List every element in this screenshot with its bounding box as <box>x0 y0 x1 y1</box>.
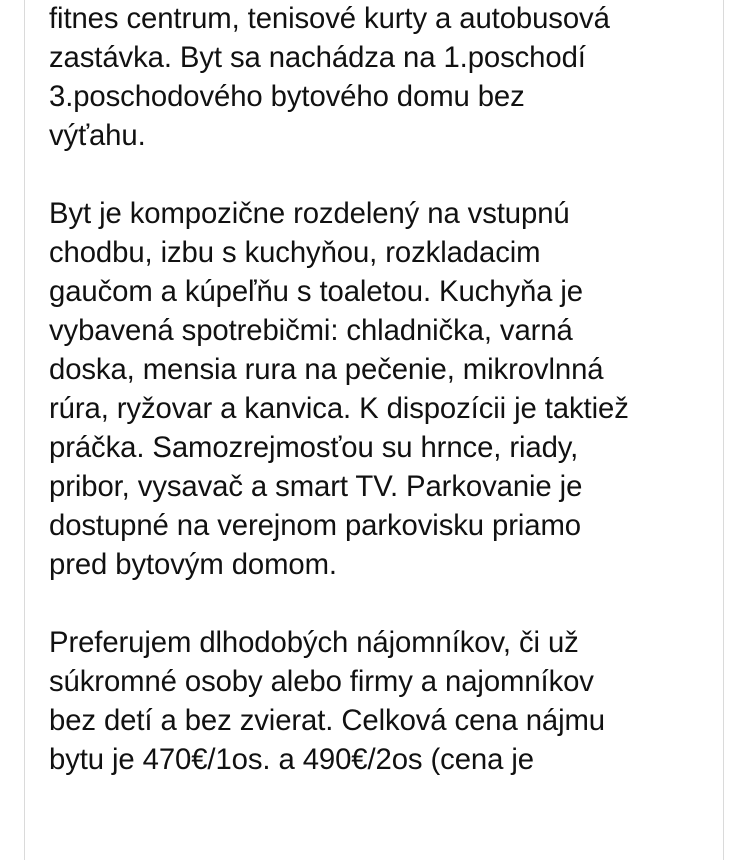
text-line: 3.poschodového bytového domu bez <box>49 80 525 113</box>
paragraph-gap <box>49 155 719 194</box>
text-line: práčka. Samozrejmosťou su hrnce, riady, <box>49 431 579 464</box>
text-line: bez detí a bez zvierat. Celková cena nájmu <box>49 704 606 737</box>
text-line: pribor, vysavač a smart TV. Parkovanie je <box>49 470 583 503</box>
text-line: dostupné na verejnom parkovisku priamo <box>49 509 581 542</box>
text-line: súkromné osoby alebo firmy a najomníkov <box>49 665 594 698</box>
text-line: chodbu, izbu s kuchyňou, rozkladacim <box>49 236 541 269</box>
text-line: gaučom a kúpeľňu s toaletou. Kuchyňa je <box>49 275 583 308</box>
paragraph-layout <box>49 194 719 584</box>
text-line: zastávka. Byt sa nachádza na 1.poschodí <box>49 41 586 74</box>
paragraph-gap <box>49 584 719 623</box>
post-card <box>24 0 724 860</box>
text-line: fitnes centrum, tenisové kurty a autobusová <box>49 2 610 35</box>
text-line: rúra, ryžovar a kanvica. K dispozícii je taktiež <box>49 392 629 425</box>
paragraph-location <box>49 0 719 155</box>
text-line: Byt je kompozične rozdelený na vstupnú <box>49 197 570 230</box>
text-line: doska, mensia rura na pečenie, mikrovlnná <box>49 353 604 386</box>
paragraph-terms <box>49 623 719 779</box>
text-line: Preferujem dlhodobých nájomníkov, či už <box>49 626 579 659</box>
text-line: vybavená spotrebičmi: chladnička, varná <box>49 314 573 347</box>
text-line: pred bytovým domom. <box>49 548 337 581</box>
text-line: bytu je 470€/1os. a 490€/2os (cena je <box>49 743 534 776</box>
text-line: výťahu. <box>49 119 146 152</box>
post-body-text <box>49 0 719 779</box>
